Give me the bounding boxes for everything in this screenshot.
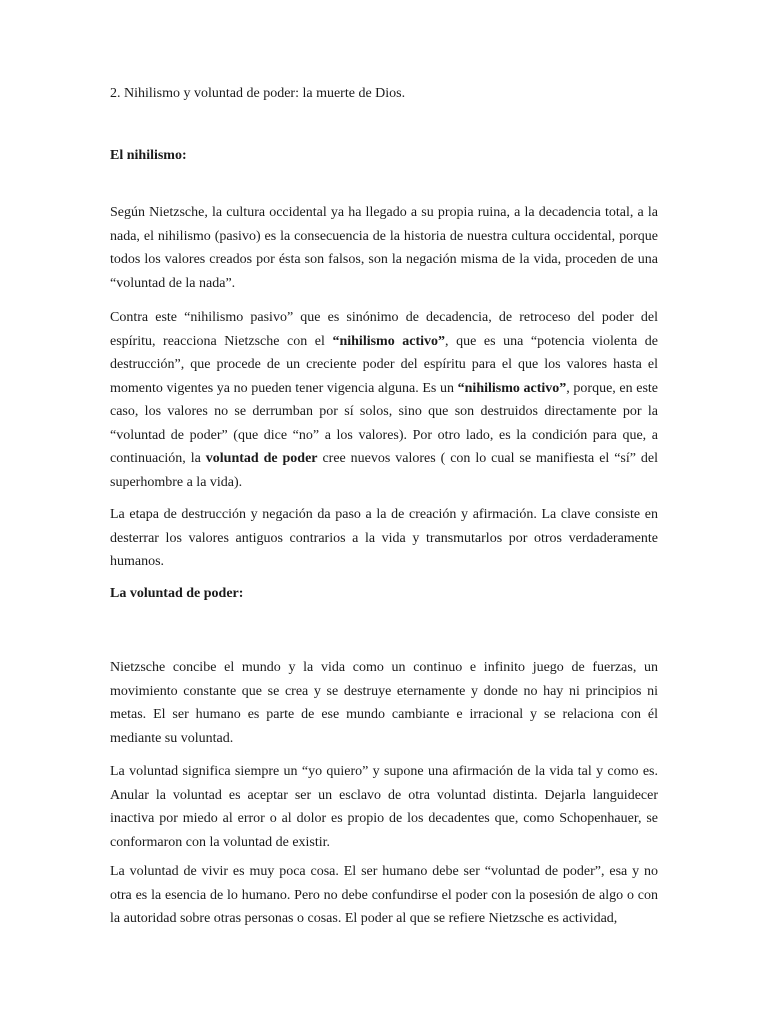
paragraph-4: Nietzsche concibe el mundo y la vida como un continuo e infinito juego de fuerzas, un movimiento constante que se crea y se destruye eternamente y donde no hay ni principios ni metas. El ser humano es parte de ese mundo cambiante e irracional y se relaciona con él mediante su voluntad.: [110, 660, 658, 746]
paragraph-3: La etapa de destrucción y negación da paso a la de creación y afirmación. La clave consiste en desterrar los valores antiguos contrarios a la vida y transmutarlos por otros verdaderamente humanos.: [110, 507, 658, 569]
paragraph-2-text-4: cree nuevos valores ( con lo cual se manifiesta el “sí” del superhombre a la vida).: [110, 451, 659, 490]
paragraph-5: La voluntad significa siempre un “yo quiero” y supone una afirmación de la vida tal y como es. Anular la voluntad es aceptar ser un esclavo de otra voluntad distinta. Dejarla languidecer inactiva por miedo al error o al dolor es propio de los decadentes que, como Schopenhauer, se conformaron con la voluntad de existir.: [110, 764, 658, 850]
chapter-heading: 2. Nihilismo y voluntad de poder: la muerte de Dios.: [110, 86, 406, 101]
paragraph-6: La voluntad de vivir es muy poca cosa. El ser humano debe ser “voluntad de poder”, esa y no otra es la esencia de lo humano. Pero no debe confundirse el poder con la posesión de algo o con la autoridad sobre otras personas o cosas. El poder al que se refiere Nietzsche es actividad,: [110, 864, 658, 926]
paragraph-2: [110, 306, 658, 494]
paragraph-1: Según Nietzsche, la cultura occidental ya ha llegado a su propia ruina, a la decadencia total, a la nada, el nihilismo (pasivo) es la consecuencia de la historia de nuestra cultura occidental, porque todos los valores creados por ésta son falsos, son la negación misma de la vida, proceden de una “voluntad de la nada”.: [110, 205, 658, 291]
paragraph-2-text-2: , que es una “potencia violenta de destrucción”, que procede de un creciente poder del espíritu para el que los valores hasta el momento vigentes ya no pueden tener vigencia alguna. Es un: [110, 333, 658, 396]
paragraph-2-bold-1: “nihilismo activo”: [332, 333, 446, 349]
section-title-voluntad: La voluntad de poder:: [110, 586, 244, 601]
paragraph-2-text-3: , porque, en este caso, los valores no se derrumban por sí solos, sino que son destruidos directamente por la “voluntad de poder” (que dice “no” a los valores). Por otro lado, es la condición para que, a continuación, la: [110, 380, 659, 466]
paragraph-2-bold-3: voluntad de poder: [205, 451, 318, 466]
section-title-nihilismo: El nihilismo:: [110, 148, 187, 163]
paragraph-2-bold-2: “nihilismo activo”: [457, 380, 567, 396]
paragraph-2-text-1: Contra este “nihilismo pasivo” que es sinónimo de decadencia, de retroceso del poder del espíritu, reacciona Nietzsche con el: [110, 310, 658, 349]
